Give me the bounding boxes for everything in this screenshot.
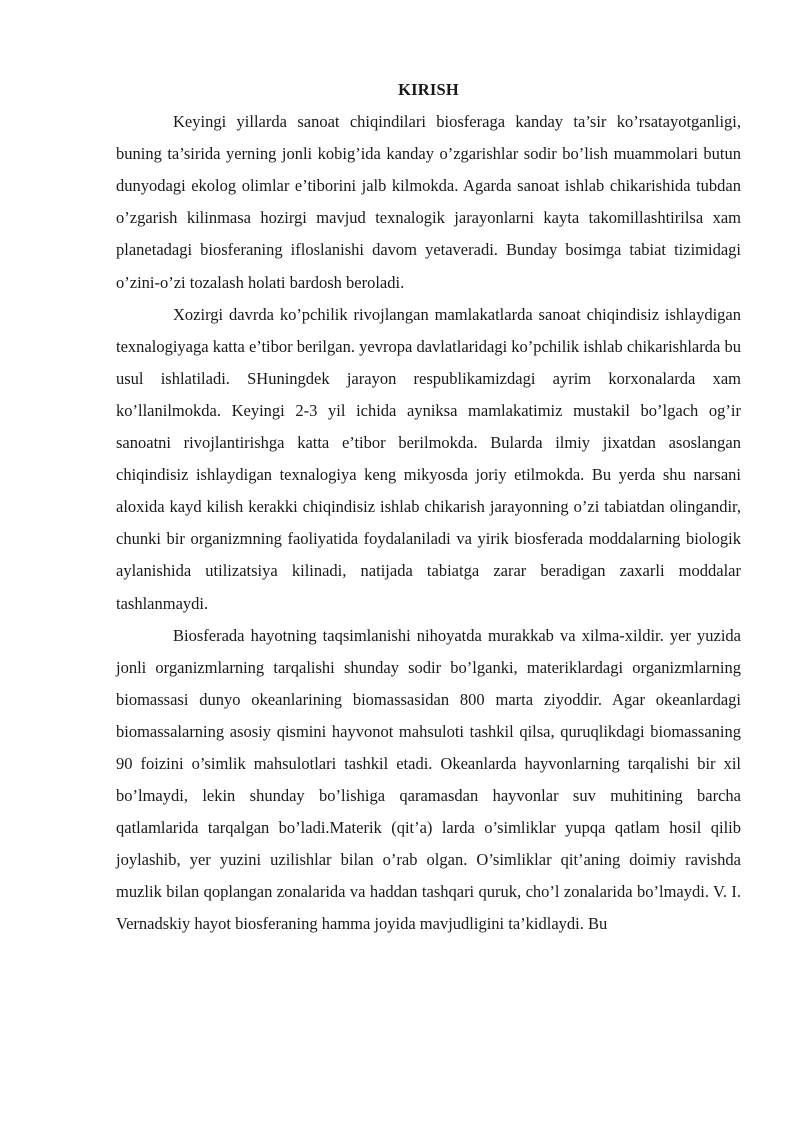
page-title: KIRISH: [398, 80, 459, 99]
paragraph-1: Keyingi yillarda sanoat chiqindilari biosferaga kanday ta’sir ko’rsatayotganligi, buning ta’sirida yerning jonli kobig’ida kanday o’zgarishlar sodir bo’lish muammolari butun dunyodagi ekolog olimlar e’tiborini jalb kilmokda. Agarda sanoat ishlab chikarishida tubdan o’zgarish kilinmasa hozirgi mavjud texnalogik jarayonlarni kayta takomillashtirilsa xam planetadagi biosferaning ifloslanishi davom yetaveradi. Bunday bosimga tabiat tizimidagi o’zini-o’zi tozalash holati bardosh beroladi.: [116, 112, 741, 292]
document-body: [116, 74, 741, 941]
paragraph-3: Biosferada hayotning taqsimlanishi nihoyatda murakkab va xilma-xildir. yer yuzida jonli organizmlarning tarqalishi shunday sodir bo’lganki, materiklardagi organizmlarning biomassasi dunyo okeanlarining biomassasidan 800 marta ziyoddir. Agar okeanlardagi biomassalarning asosiy qismini hayvonot mahsuloti tashkil qilsa, quruqlikdagi biomassaning 90 foizini o’simlik mahsulotlari tashkil etadi. Okeanlarda hayvonlarning tarqalishi bir xil bo’lmaydi, lekin shunday bo’lishiga qaramasdan hayvonlar suv muhitining barcha qatlamlarida tarqalgan bo’ladi.Materik (qit’a) larda o’simliklar yupqa qatlam hosil qilib joylashib, yer yuzini uzilishlar bilan o’rab olgan. O’simliklar qit’aning doimiy ravishda muzlik bilan qoplangan zonalarida va haddan tashqari quruk, cho’l zonalarida bo’lmaydi. V. I. Vernadskiy hayot biosferaning hamma joyida mavjudligini ta’kidlaydi. Bu: [116, 625, 741, 934]
paragraph-2: Xozirgi davrda ko’pchilik rivojlangan mamlakatlarda sanoat chiqindisiz ishlaydigan texnalogiyaga katta e’tibor berilgan. yevropa davlatlaridagi ko’pchilik ishlab chikarishlarda bu usul ishlatiladi. SHuningdek jarayon respublikamizdagi ayrim korxonalarda xam ko’llanilmokda. Keyingi 2-3 yil ichida ayniksa mamlakatimiz mustakil bo’lgach og’ir sanoatni rivojlantirishga katta e’tibor berilmokda. Bularda ilmiy jixatdan asoslangan chiqindisiz ishlaydigan texnalogiya keng mikyosda joriy etilmokda. Bu yerda shu narsani aloxida kayd kilish kerakki chiqindisiz ishlab chikarish jarayonning o’zi tabiatdan olingandir, chunki bir organizmning faoliyatida foydalaniladi va yirik biosferada moddalarning biologik aylanishida utilizatsiya kilinadi, natijada tabiatga zarar beradigan zaxarli moddalar tashlanmaydi.: [116, 304, 741, 613]
